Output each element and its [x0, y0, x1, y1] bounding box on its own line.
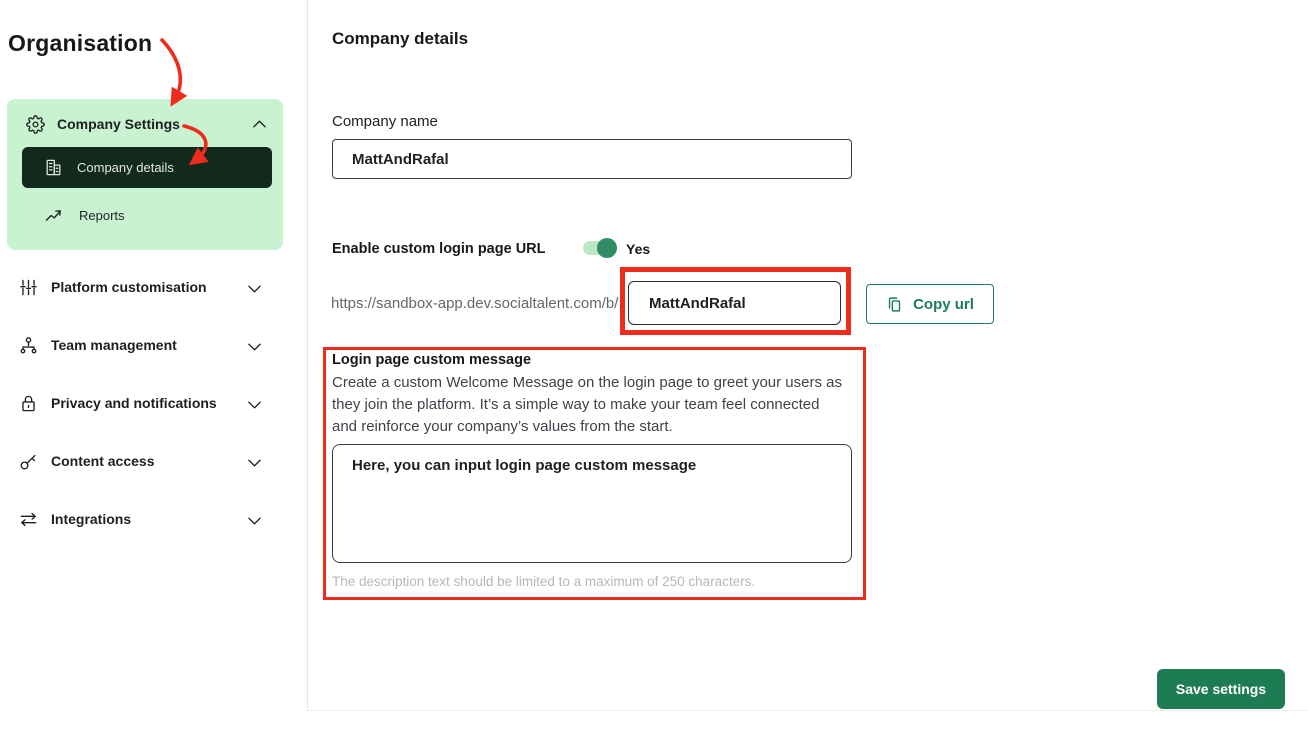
- sidebar-item-content-access[interactable]: [18, 446, 283, 476]
- sidebar-item-label: Content access: [51, 453, 155, 469]
- save-settings-button[interactable]: Save settings: [1157, 669, 1285, 709]
- sidebar-item-privacy-and-notifications[interactable]: [18, 388, 283, 418]
- sidebar-item-label: Team management: [51, 337, 177, 353]
- copy-url-button-label: Copy url: [913, 295, 974, 313]
- url-prefix-text: https://sandbox-app.dev.socialtalent.com/b/: [331, 295, 619, 312]
- custom-url-toggle-label: Enable custom login page URL: [332, 241, 546, 257]
- section-title: Company details: [332, 29, 469, 48]
- sidebar-item-label: Company Settings: [57, 116, 180, 132]
- url-slug-input[interactable]: [628, 281, 841, 325]
- building-icon: [43, 157, 64, 178]
- toggle-knob: [597, 238, 617, 258]
- copy-url-button[interactable]: [866, 284, 994, 324]
- sidebar-item-company-details[interactable]: [22, 147, 272, 188]
- sidebar-item-company-settings[interactable]: [25, 109, 265, 139]
- page-title: Organisation: [8, 30, 153, 56]
- sidebar-item-label: Reports: [79, 207, 125, 223]
- custom-message-helper-text: The description text should be limited to a maximum of 250 characters.: [332, 574, 756, 589]
- swap-arrows-icon: [18, 509, 39, 530]
- sidebar-item-label: Privacy and notifications: [51, 395, 217, 411]
- company-name-input[interactable]: [332, 139, 852, 179]
- sidebar-divider: [307, 0, 308, 710]
- sidebar-item-label: Platform customisation: [51, 279, 207, 295]
- custom-message-description: Create a custom Welcome Message on the login page to greet your users as they join the platform. It’s a simple way to make your team feel connected and reinforce your company’s values from the start.: [332, 374, 842, 435]
- sidebar-item-integrations[interactable]: [18, 504, 283, 534]
- toggle-state-label: Yes: [626, 241, 651, 257]
- sidebar-item-label: Integrations: [51, 511, 132, 527]
- sidebar-item-team-management[interactable]: [18, 330, 283, 360]
- annotation-arrow-to-company-settings: [162, 40, 180, 99]
- custom-message-label: Login page custom message: [332, 352, 532, 368]
- company-name-label: Company name: [332, 113, 438, 130]
- chevron-down-icon: [247, 455, 262, 473]
- sliders-icon: [18, 277, 39, 298]
- custom-message-textarea[interactable]: [332, 444, 852, 563]
- lock-icon: [18, 393, 39, 414]
- chevron-down-icon: [247, 513, 262, 531]
- sidebar-item-platform-customisation[interactable]: [18, 272, 283, 302]
- company-settings-section: [7, 99, 283, 250]
- sidebar-item-label: Company details: [77, 160, 174, 175]
- trending-up-icon: [43, 205, 64, 226]
- chevron-down-icon: [247, 339, 262, 357]
- chevron-up-icon[interactable]: [252, 116, 267, 134]
- copy-icon: [886, 296, 903, 313]
- sidebar-item-reports[interactable]: [43, 201, 263, 229]
- chevron-down-icon: [247, 397, 262, 415]
- chevron-down-icon: [247, 281, 262, 299]
- custom-url-toggle[interactable]: [583, 241, 614, 255]
- org-chart-icon: [18, 335, 39, 356]
- footer-divider: [307, 710, 1308, 711]
- key-icon: [18, 451, 39, 472]
- gear-icon: [25, 114, 46, 135]
